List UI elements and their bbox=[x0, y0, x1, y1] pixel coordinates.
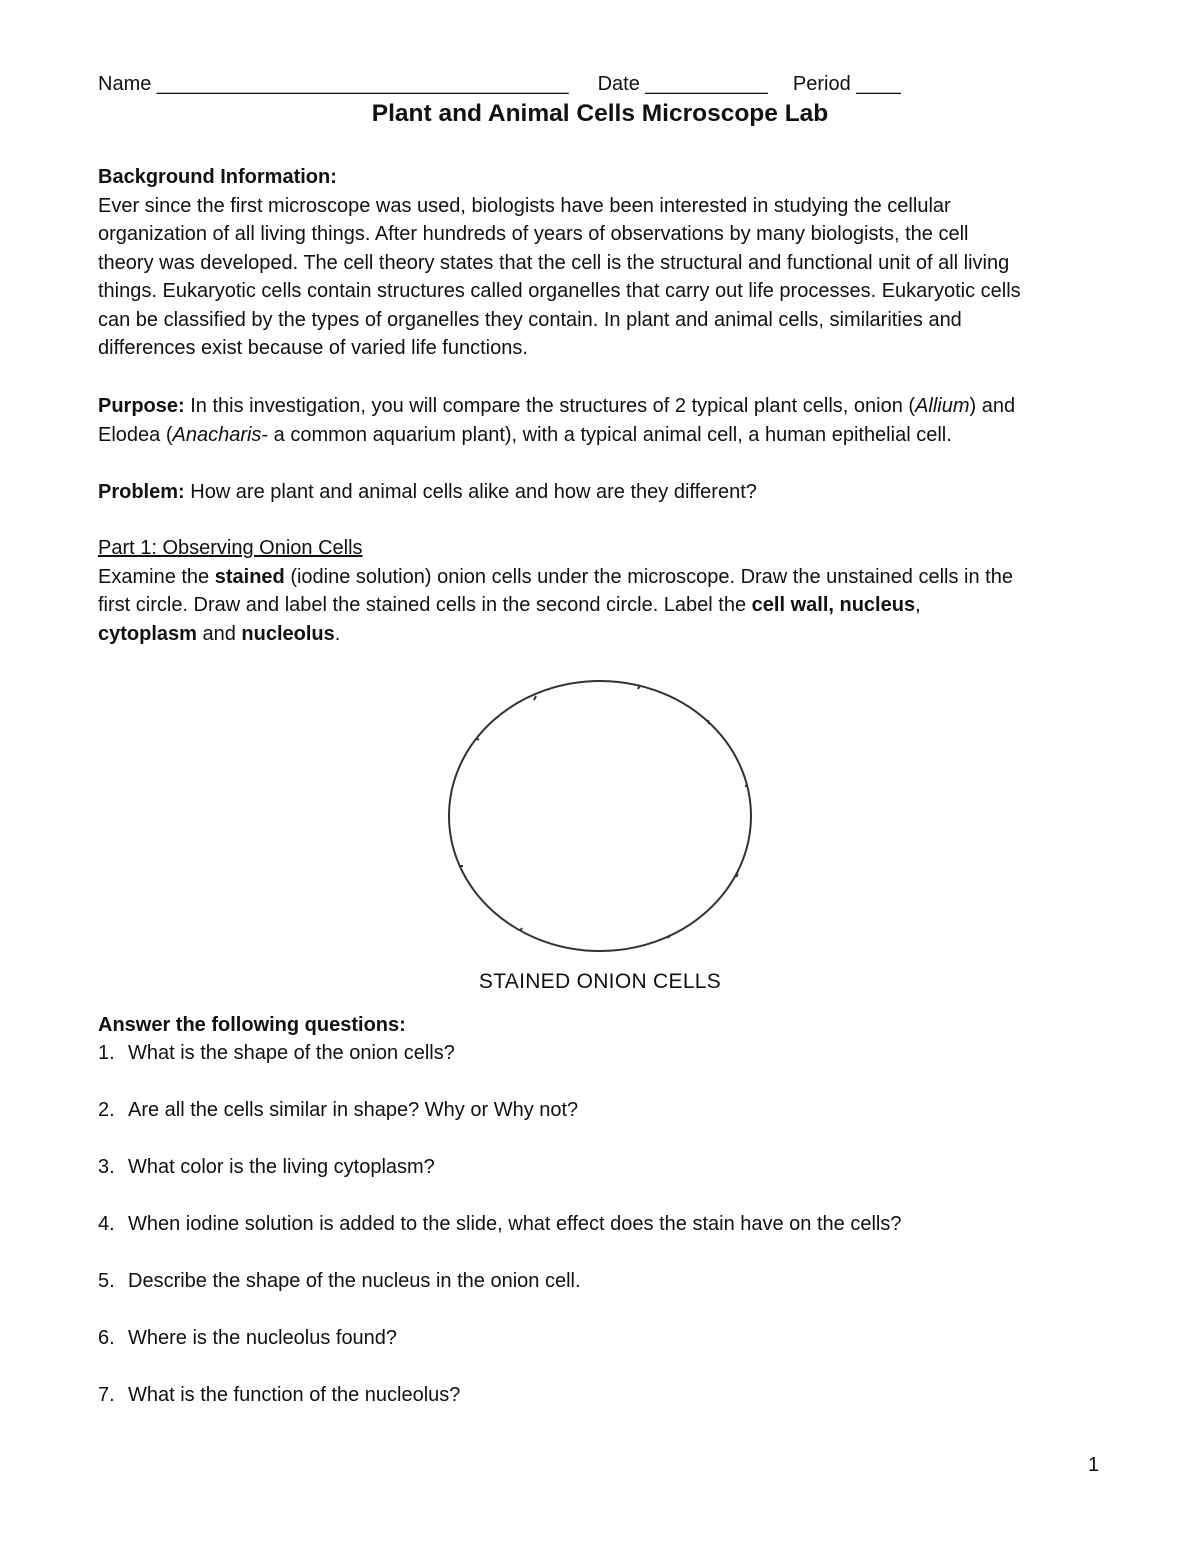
name-label: Name bbox=[98, 73, 152, 95]
part1-text: first circle. Draw and label the stained cells in the second circle. Label the bbox=[98, 594, 752, 616]
question-number: 3. bbox=[98, 1156, 115, 1178]
period-blank[interactable]: ____ bbox=[856, 73, 901, 95]
question-text: What is the function of the nucleolus? bbox=[128, 1384, 461, 1406]
problem-text: How are plant and animal cells alike and how are they different? bbox=[184, 481, 757, 503]
questions-heading: Answer the following questions: bbox=[98, 1014, 406, 1036]
purpose-text: In this investigation, you will compare the structures of 2 typical plant cells, onion ( bbox=[184, 395, 916, 417]
purpose-section bbox=[98, 392, 1098, 449]
question-item bbox=[98, 1096, 578, 1124]
background-line: things. Eukaryotic cells contain structures called organelles that carry out life processes. Eukaryotic cells bbox=[98, 280, 1021, 302]
page-title: Plant and Animal Cells Microscope Lab bbox=[371, 100, 829, 127]
problem-label: Problem: bbox=[98, 481, 185, 503]
question-item bbox=[98, 1210, 901, 1238]
date-blank[interactable]: ___________ bbox=[645, 73, 768, 95]
drawing-circle[interactable] bbox=[440, 676, 760, 961]
background-line: can be classified by the types of organelles they contain. In plant and animal cells, similarities and bbox=[98, 308, 962, 331]
background-line: Ever since the first microscope was used, biologists have been interested in studying the cellular bbox=[98, 194, 951, 217]
period-label: Period bbox=[792, 73, 851, 95]
background-heading: Background Information: bbox=[98, 166, 337, 188]
question-number: 2. bbox=[98, 1099, 115, 1121]
question-text: Describe the shape of the nucleus in the onion cell. bbox=[128, 1270, 581, 1292]
question-text: Where is the nucleolus found? bbox=[128, 1327, 398, 1349]
purpose-text: Elodea ( bbox=[98, 423, 173, 446]
question-item bbox=[98, 1039, 455, 1067]
purpose-text: ) and bbox=[969, 395, 1016, 417]
part1-bold: cell wall, nucleus bbox=[751, 594, 916, 616]
purpose-text: - a common aquarium plant), with a typical animal cell, a human epithelial cell. bbox=[261, 423, 952, 446]
question-text: When iodine solution is added to the slide, what effect does the stain have on the cells? bbox=[128, 1213, 902, 1235]
question-text: What is the shape of the onion cells? bbox=[128, 1042, 455, 1064]
part1-section bbox=[98, 534, 1098, 648]
background-line: theory was developed. The cell theory states that the cell is the structural and functional unit of all living bbox=[98, 251, 1010, 274]
name-blank[interactable]: _____________________________________ bbox=[156, 73, 569, 95]
date-label: Date bbox=[597, 73, 640, 95]
part1-bold: stained bbox=[214, 565, 285, 588]
part1-text: and bbox=[196, 622, 242, 645]
part1-heading: Part 1: Observing Onion Cells bbox=[98, 537, 363, 559]
part1-text: Examine the bbox=[98, 565, 215, 588]
diagram-caption: STAINED ONION CELLS bbox=[478, 970, 722, 993]
question-item bbox=[98, 1381, 460, 1409]
problem-section bbox=[98, 478, 1098, 507]
question-number: 6. bbox=[98, 1327, 115, 1349]
circle-outline bbox=[440, 676, 760, 961]
part1-text: . bbox=[334, 622, 341, 645]
question-number: 4. bbox=[98, 1213, 115, 1235]
background-section bbox=[98, 163, 1098, 363]
question-text: Are all the cells similar in shape? Why or Why not? bbox=[128, 1099, 579, 1121]
question-item bbox=[98, 1324, 397, 1352]
student-info-line bbox=[98, 70, 901, 99]
background-line: organization of all living things. After hundreds of years of observations by many biologists, the cell bbox=[98, 223, 969, 245]
page-number: 1 bbox=[1088, 1454, 1100, 1476]
question-number: 5. bbox=[98, 1270, 115, 1292]
part1-bold: nucleolus bbox=[241, 622, 335, 645]
question-number: 1. bbox=[98, 1042, 115, 1064]
purpose-italic: Anacharis bbox=[172, 423, 262, 446]
question-item bbox=[98, 1153, 435, 1181]
purpose-label: Purpose: bbox=[98, 395, 185, 417]
question-item bbox=[98, 1267, 581, 1295]
question-text: What color is the living cytoplasm? bbox=[128, 1156, 435, 1178]
part1-text: , bbox=[915, 594, 921, 616]
question-number: 7. bbox=[98, 1384, 115, 1406]
part1-text: (iodine solution) onion cells under the microscope. Draw the unstained cells in the bbox=[284, 565, 1013, 588]
purpose-italic: Allium bbox=[915, 395, 970, 417]
background-line: differences exist because of varied life functions. bbox=[98, 337, 528, 359]
part1-bold: cytoplasm bbox=[98, 622, 197, 645]
